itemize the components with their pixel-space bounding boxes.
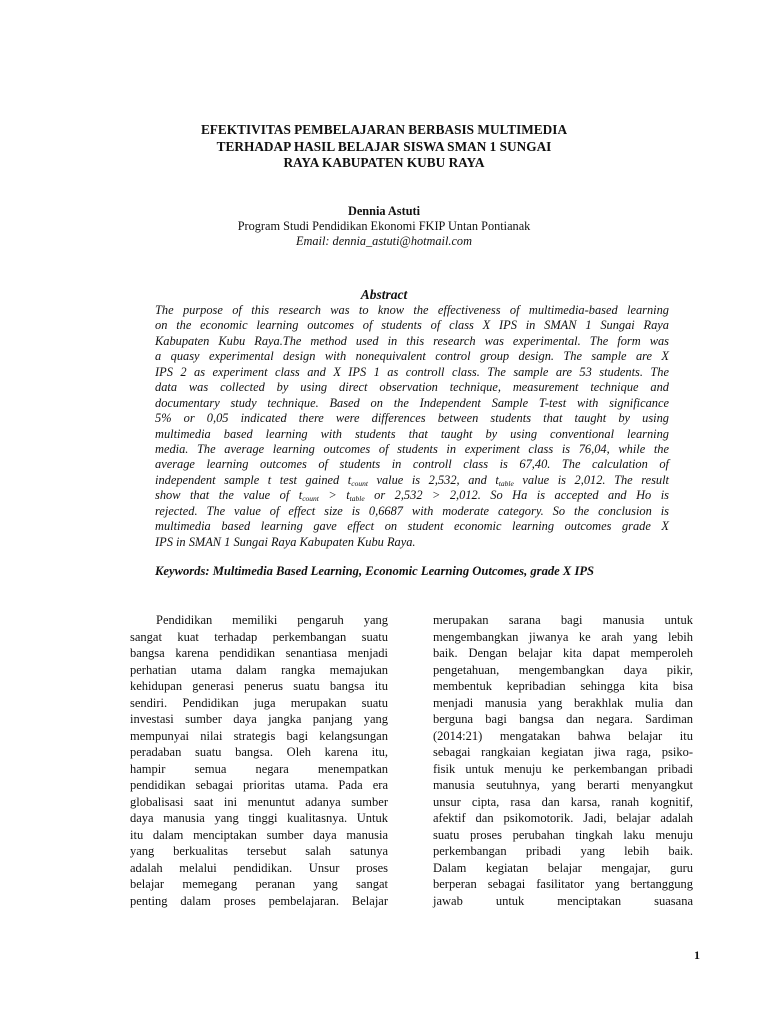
page-number: 1 [694, 948, 700, 962]
body-line: sebagai rangkaian kegiatan jiwa raga, psiko- [433, 745, 693, 759]
abstract-line: The purpose of this research was to know the effectiveness of multimedia-based learning [155, 303, 669, 317]
body-line: penting dalam proses pembelajaran. Belajar [130, 893, 388, 908]
keywords: Keywords: Multimedia Based Learning, Economic Learning Outcomes, grade X IPS [155, 564, 595, 578]
author-email: Email: dennia_astuti@hotmail.com [296, 234, 472, 248]
author-block [180, 204, 588, 249]
subscript-count: count [351, 478, 368, 488]
abstract-line: average learning outcomes of students in controll class is 67,40. The calculation of [155, 457, 669, 472]
body-line: manusia seutuhnya, yang berarti menyangkut [433, 778, 693, 792]
abstract-line: media. The average learning outcomes of students in experiment class is 76,04, while the [155, 441, 669, 456]
abstract-line: IPS in SMAN 1 Sungai Raya Kabupaten Kubu Raya. [155, 534, 416, 549]
body-line: Pendidikan memiliki pengaruh yang [156, 613, 388, 627]
abstract-line: multimedia based learning with students that taught by using conventional learning [155, 426, 669, 441]
body-line: perhatian utama dalam rangka memajukan [130, 662, 388, 677]
body-line: mengembangkan jiwanya ke arah yang lebih [433, 629, 693, 644]
body-line: investasi sumber daya jangka panjang yang [130, 712, 388, 726]
abstract-text: independent sample t test gained t [155, 472, 352, 487]
title-line: RAYA KABUPATEN KUBU RAYA [283, 155, 485, 170]
body-line: pengetahuan, mengembangkan daya pikir, [433, 662, 693, 677]
abstract-line: 5% or 0,05 indicated there were differences between students that taught by using [155, 411, 669, 426]
abstract-line: IPS 2 as experiment class and X IPS 1 as controll class. The sample are 53 students. The [155, 364, 669, 379]
abstract-line: rejected. The value of effect size is 0,6687 with moderate category. So the conclusion is [155, 503, 669, 518]
abstract-body [155, 303, 669, 550]
body-line: (2014:21) mengatakan bahwa belajar itu [433, 728, 693, 743]
abstract-text: > t [318, 488, 350, 503]
subscript-table: table [349, 494, 365, 504]
body-line: suatu proses perubahan tingkah laku menuju [433, 827, 693, 842]
body-line: jawab untuk menciptakan suasana [433, 893, 693, 908]
body-line: berperan sebagai fasilitator yang bertanggung [433, 877, 693, 891]
body-line: sendiri. Pendidikan juga merupakan suatu [130, 695, 388, 710]
abstract-text: value is 2,532, and t [367, 472, 499, 487]
abstract-line: Kabupaten Kubu Raya.The method used in this research was experimental. The form was [155, 333, 669, 348]
author-name: Dennia Astuti [347, 204, 421, 218]
body-line: globalisasi saat ini menuntut adanya sumber [130, 794, 388, 809]
abstract-text: or 2,532 > 2,012. So Ha is accepted and Ho is [364, 488, 669, 503]
body-line: bangsa karena pendidikan senantiasa menjadi [130, 646, 388, 660]
title-line: EFEKTIVITAS PEMBELAJARAN BERBASIS MULTIMEDIA [200, 122, 568, 137]
subscript-count: count [302, 494, 319, 504]
body-line: fisik untuk menuju ke perkembangan pribadi [433, 761, 693, 776]
body-line: menjadi manusia yang berakhlak mulia dan [433, 695, 693, 710]
abstract-line: documentary study technique. Based on the Independent Sample T-test with significance [155, 395, 669, 410]
body-column-right [433, 612, 693, 909]
subscript-table: table [498, 478, 514, 488]
body-line: kehidupan generasi penerus suatu bangsa itu [130, 679, 388, 693]
body-line: sangat kuat terhadap perkembangan suatu [130, 629, 388, 644]
body-line: itu dalam menciptakan sumber daya manusia [130, 827, 388, 842]
body-line: hampir semua negara menempatkan [130, 761, 388, 776]
paper-title [150, 122, 618, 172]
abstract-line: on the economic learning outcomes of students of class X IPS in SMAN 1 Sungai Raya [155, 318, 669, 333]
body-line: perkembangan pribadi yang lebih baik. [433, 844, 693, 858]
abstract-line-result [155, 488, 669, 503]
body-line: daya manusia yang tinggi kualitasnya. Untuk [130, 811, 388, 825]
body-line: mempunyai nilai strategis bagi kelangsungan [130, 728, 388, 743]
abstract-line-tcount [155, 473, 669, 488]
title-line: TERHADAP HASIL BELAJAR SISWA SMAN 1 SUNGAI [216, 138, 552, 154]
abstract-line: a quasy experimental design with nonequivalent control group design. The sample are X [155, 349, 669, 364]
body-line: afektif dan psikomotorik. Jadi, belajar adalah [433, 811, 693, 825]
body-line: baik. Dengan belajar kita dapat memperoleh [433, 646, 693, 660]
body-line: pendidikan sebagai prioritas utama. Pada era [130, 778, 388, 792]
body-line: adalah melalui pendidikan. Unsur proses [130, 860, 388, 875]
abstract-line: data was collected by using direct observation technique, measurement technique and [155, 380, 669, 395]
body-line: unsur cipta, rasa dan karsa, ranah kognitif, [433, 794, 693, 809]
abstract-text: value is 2,012. The result [513, 472, 669, 487]
body-column-left [130, 612, 388, 909]
abstract-line: multimedia based learning gave effect on student economic learning outcomes grade X [155, 519, 669, 534]
body-line: merupakan sarana bagi manusia untuk [433, 613, 693, 627]
body-line: peradaban suatu bangsa. Oleh karena itu, [130, 745, 388, 759]
body-line: yang berkualitas tersebut salah satunya [130, 844, 388, 858]
author-affiliation: Program Studi Pendidikan Ekonomi FKIP Untan Pontianak [237, 219, 531, 233]
body-line: membentuk kepribadian sehingga kita bisa [433, 679, 693, 693]
body-line: Dalam kegiatan belajar mengajar, guru [433, 860, 693, 875]
abstract-text: show that the value of t [155, 488, 303, 503]
body-line: berguna bagi bangsa dan negara. Sardiman [433, 712, 693, 726]
abstract-heading: Abstract [360, 287, 408, 302]
body-line: belajar memegang peranan yang sangat [130, 877, 388, 891]
